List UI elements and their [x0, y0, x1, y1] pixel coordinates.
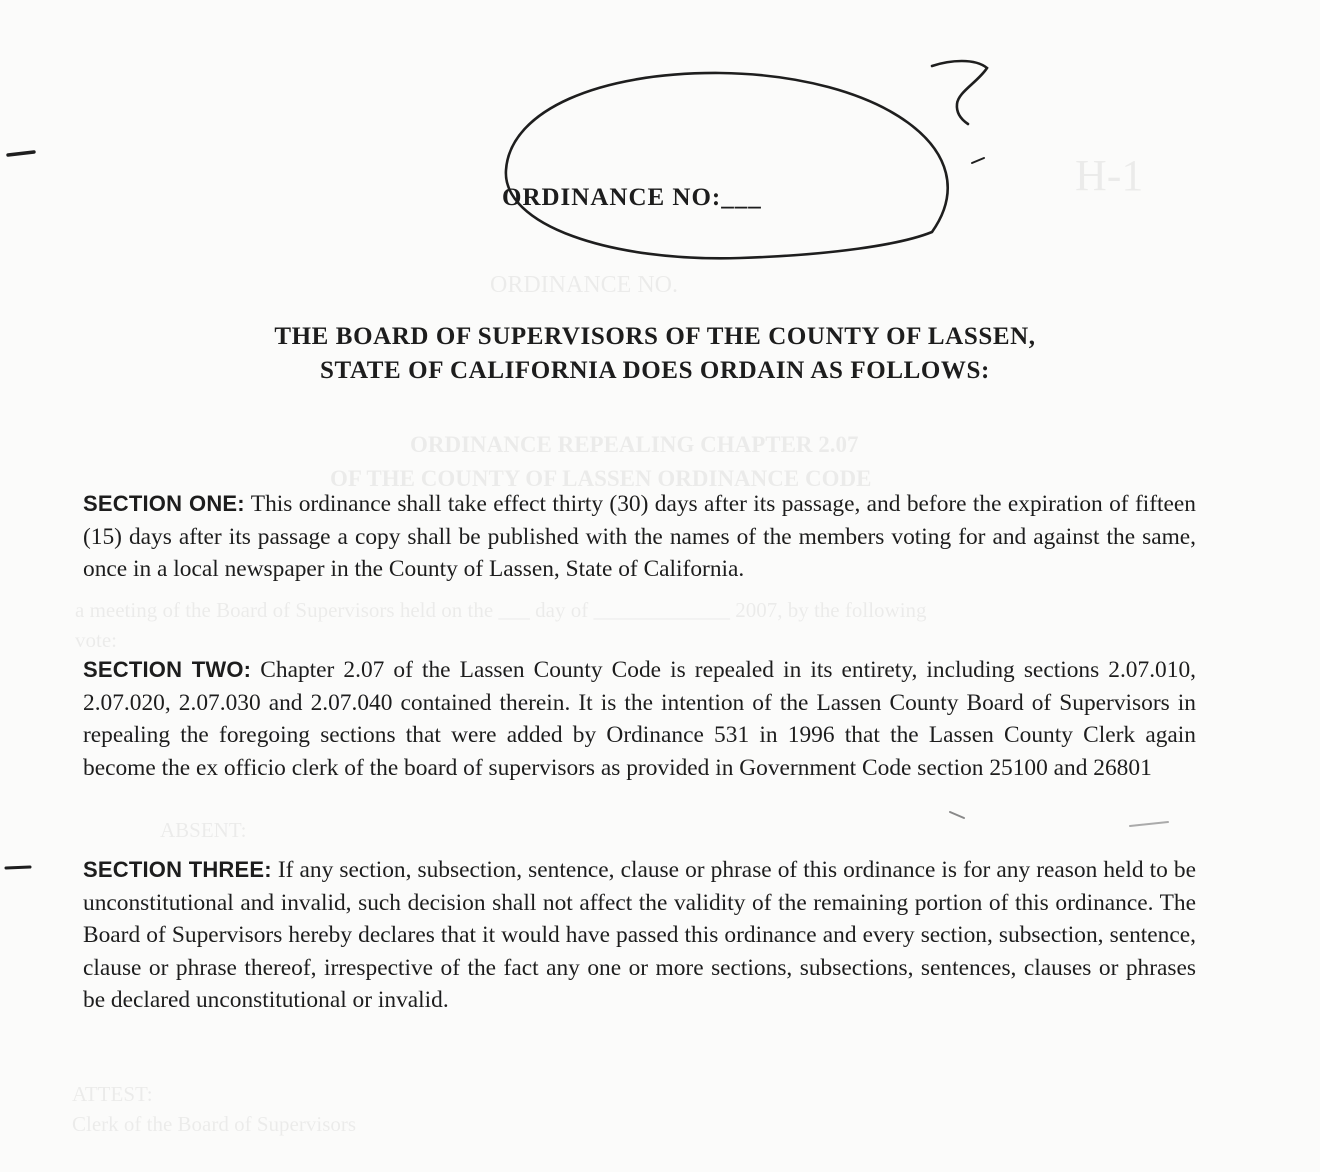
- board-heading: [150, 320, 1160, 388]
- section-two-label: SECTION TWO:: [83, 657, 252, 682]
- pen-tick-mark: [972, 158, 984, 163]
- margin-mark-top: [8, 152, 34, 155]
- bleed-through-text: H-1 ORDINANCE NO. ORDINANCE REPEALING CHAPTER 2.07 OF THE COUNTY OF LASSEN ORDINANCE CODE a meeting of the Board of Supervisors held on the ___ day of _____________ 2007, by the following vote: ABSENT: ATTEST: Clerk of the Board of Supervisors: [72, 151, 1144, 1136]
- handwritten-numeral-mark: [932, 61, 987, 124]
- section-three-label: SECTION THREE:: [83, 857, 272, 882]
- pen-speck: [1130, 822, 1168, 826]
- section-one-text: This ordinance shall take effect thirty (30) days after its passage, and before the expiration of fifteen (15) days after its passage a copy shall be published with the names of the members voting for and against the same, once in a local newspaper in the County of Lassen, State of California.: [83, 491, 1196, 582]
- board-heading-line-2: STATE OF CALIFORNIA DOES ORDAIN AS FOLLOWS:: [320, 357, 990, 384]
- board-heading-line-1: THE BOARD OF SUPERVISORS OF THE COUNTY OF LASSEN,: [274, 323, 1036, 350]
- section-two-text: Chapter 2.07 of the Lassen County Code is repealed in its entirety, including sections 2.07.010, 2.07.020, 2.07.030 and 2.07.040 contained therein. It is the intention of the Lassen County Board of Supervisors in repealing the foregoing sections that were added by Ordinance 531 in 1996 that the Lassen County Clerk again become the ex officio clerk of the board of supervisors as provided in Government Code section 25100 and 26801: [83, 657, 1196, 781]
- pen-speck-2: [950, 812, 964, 818]
- section-two: [83, 654, 1196, 784]
- hand-drawn-circle: [506, 73, 948, 258]
- section-one: [83, 488, 1196, 586]
- section-one-label: SECTION ONE:: [83, 491, 245, 516]
- ordinance-number-label: ORDINANCE NO:___: [502, 184, 762, 211]
- section-three: [83, 854, 1196, 1017]
- margin-mark-bottom: [6, 867, 30, 868]
- section-three-text: If any section, subsection, sentence, clause or phrase of this ordinance is for any reason held to be unconstitutional and invalid, such decision shall not affect the validity of the remaining portion of this ordinance. The Board of Supervisors hereby declares that it would have passed this ordinance and every section, subsection, sentence, clause or phrase thereof, irrespective of the fact any one or more sections, subsections, sentences, clauses or phrases be declared unconstitutional or invalid.: [83, 857, 1196, 1013]
